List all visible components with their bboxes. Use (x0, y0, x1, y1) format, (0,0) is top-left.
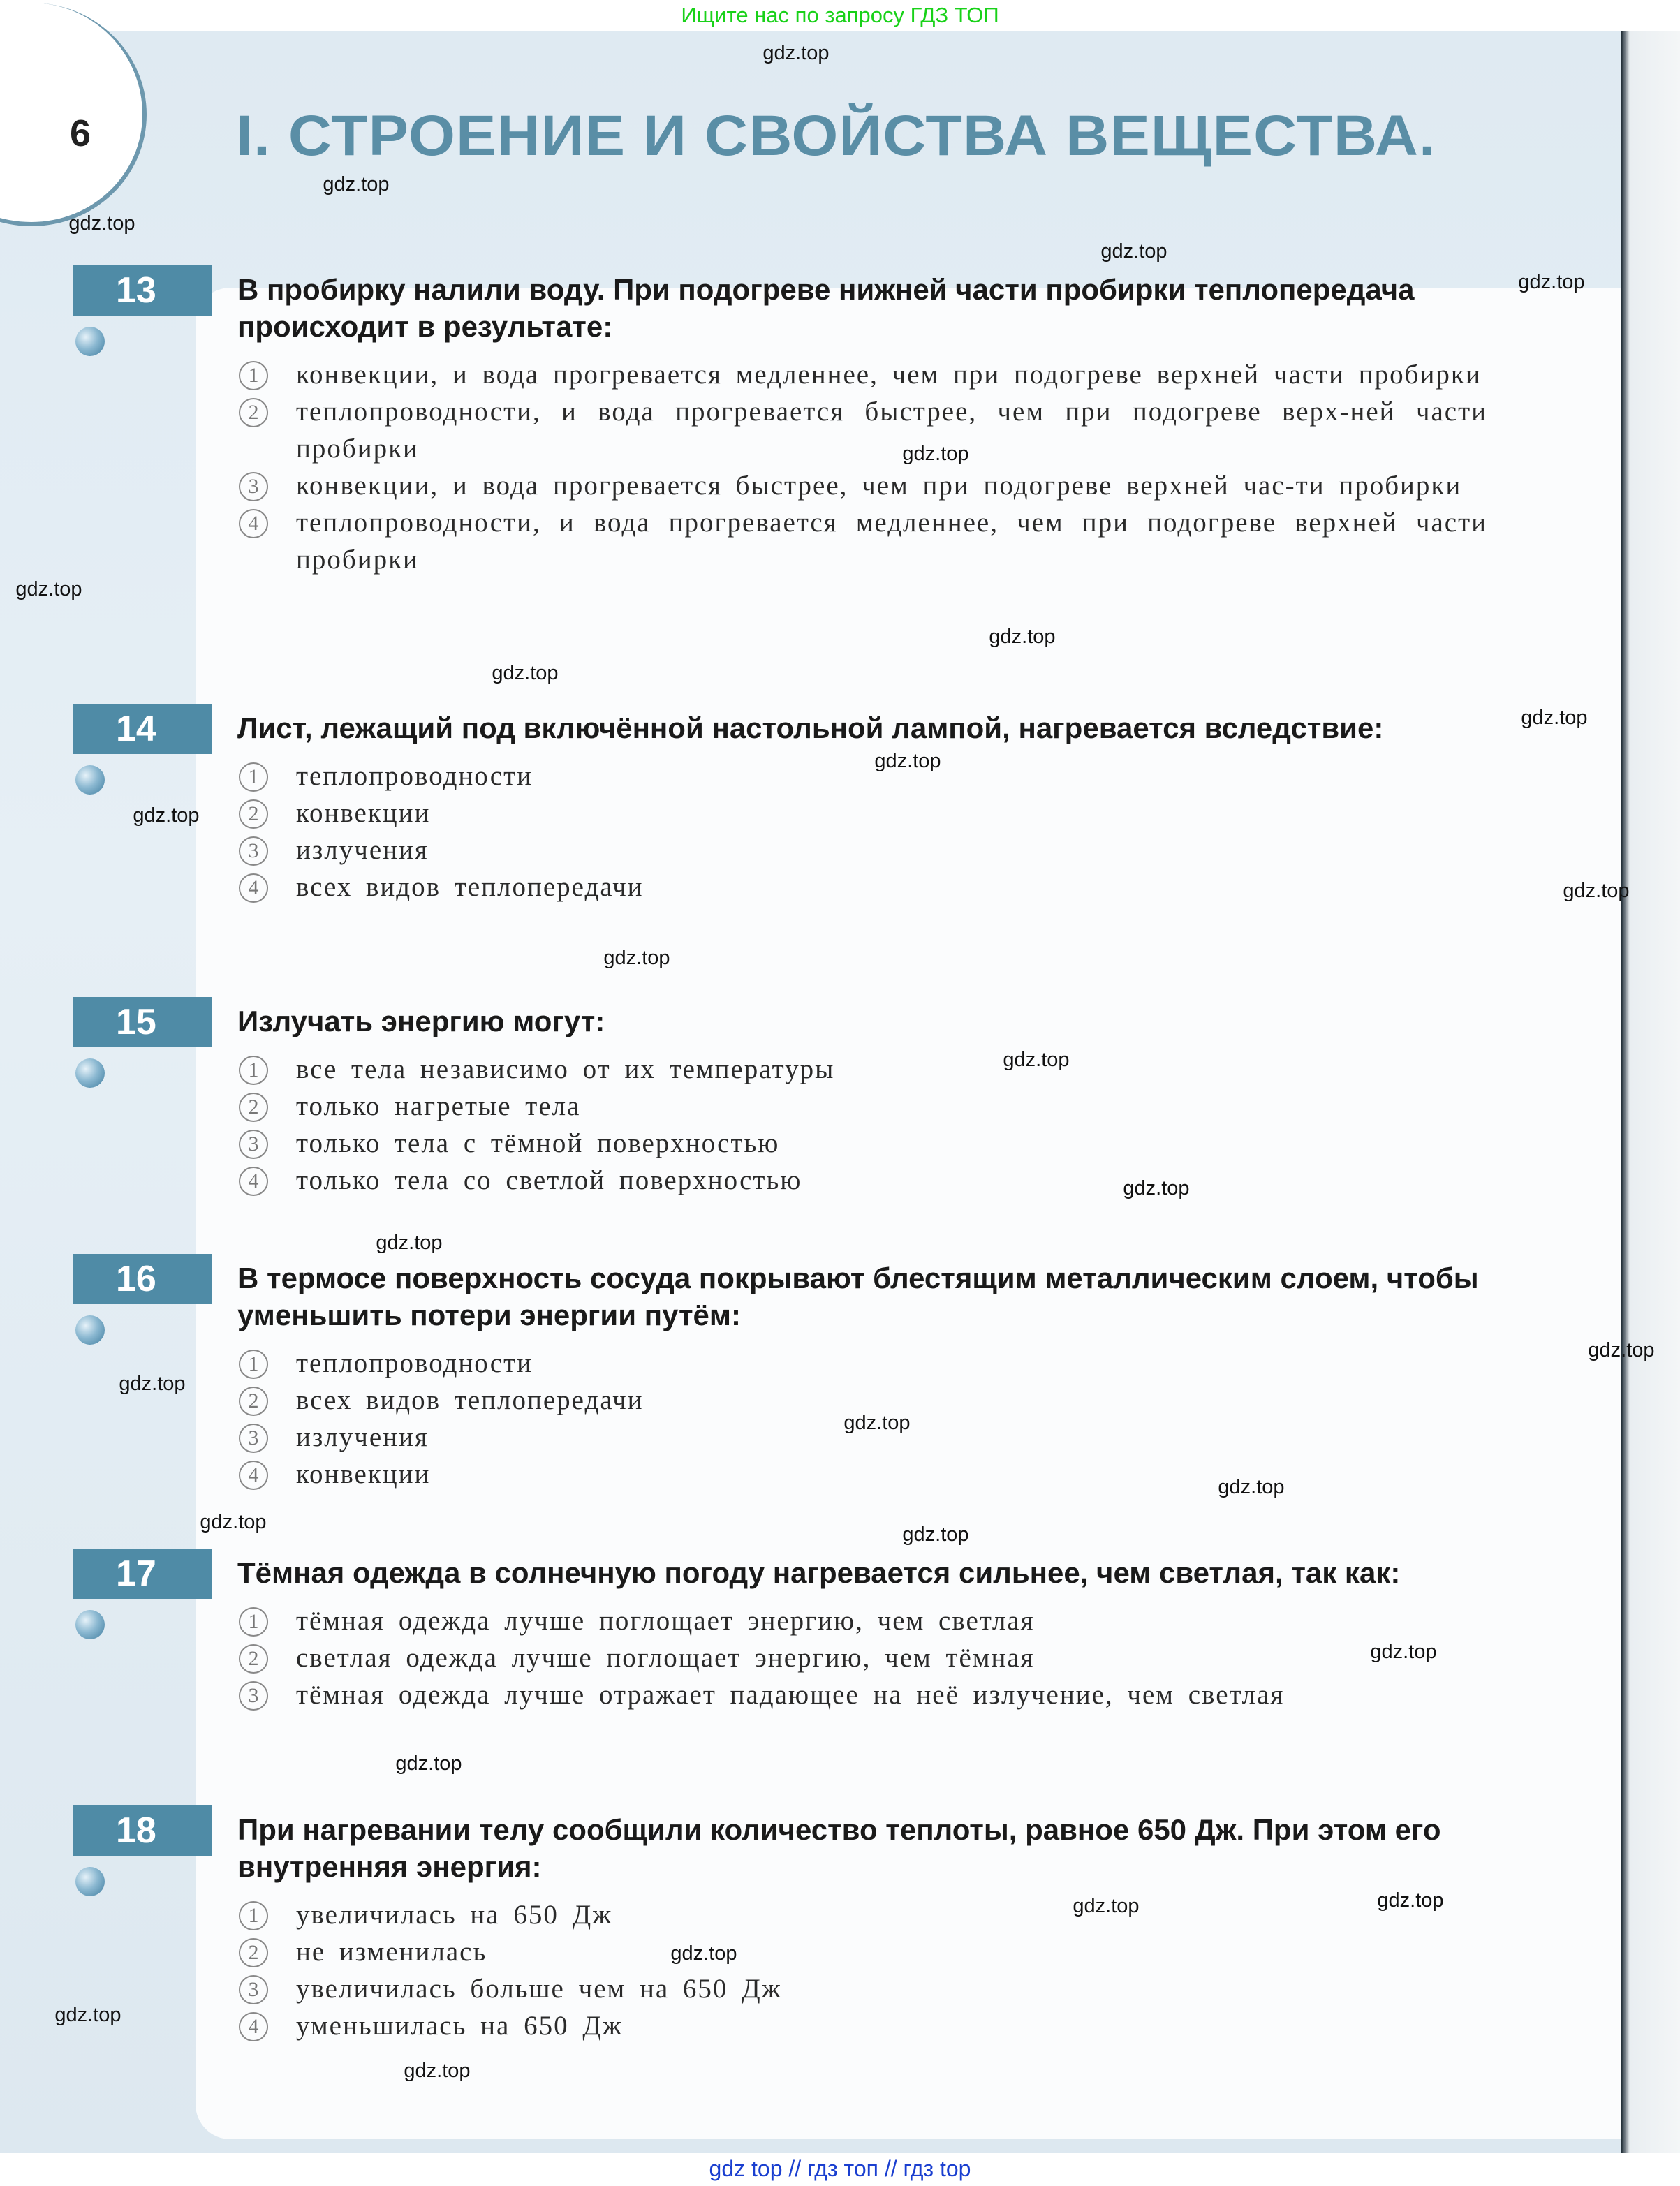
watermark: gdz.top (1588, 1339, 1655, 1361)
option-number-circle[interactable]: 2 (239, 799, 268, 829)
watermark: gdz.top (1377, 1889, 1444, 1912)
watermark: gdz.top (902, 1523, 969, 1546)
option-number-circle[interactable]: 2 (239, 1093, 268, 1122)
option-number-circle[interactable]: 2 (239, 398, 268, 427)
option-text: теплопроводности (296, 761, 533, 791)
watermark: gdz.top (492, 662, 559, 684)
watermark: gdz.top (1218, 1476, 1285, 1498)
answer-option[interactable] (237, 1051, 1487, 1088)
ball-icon (75, 1315, 105, 1345)
search-banner[interactable]: Ищите нас по запросу ГДЗ ТОП (681, 3, 999, 27)
option-number-circle[interactable]: 1 (239, 1901, 268, 1930)
answer-option[interactable] (237, 1639, 1487, 1676)
option-text: уменьшилась на 650 Дж (296, 2011, 623, 2041)
answer-option[interactable] (237, 1896, 1487, 1933)
option-text: излучения (296, 1422, 429, 1452)
answer-option[interactable] (237, 1970, 1487, 2007)
option-text: тёмная одежда лучше поглощает энергию, чем светлая (296, 1606, 1035, 1636)
option-text: теплопроводности, и вода прогревается медленнее, чем при подогреве верхней части пробирки (296, 508, 1487, 575)
option-text: светлая одежда лучше поглощает энергию, чем тёмная (296, 1643, 1035, 1673)
watermark: gdz.top (395, 1752, 462, 1775)
option-number-circle[interactable]: 2 (239, 1938, 268, 1967)
question-number-badge: 15 (73, 997, 212, 1047)
option-text: конвекции, и вода прогревается медленнее, чем при подогреве верхней части пробирки (296, 360, 1482, 390)
option-number-circle[interactable]: 2 (239, 1387, 268, 1416)
option-number-circle[interactable]: 3 (239, 472, 268, 501)
option-number-circle[interactable]: 1 (239, 1350, 268, 1379)
option-text: теплопроводности, и вода прогревается быстрее, чем при подогреве верх-ней части пробирки (296, 397, 1487, 464)
option-number-circle[interactable]: 1 (239, 1607, 268, 1637)
watermark: gdz.top (874, 750, 941, 772)
answer-option[interactable] (237, 758, 1487, 795)
option-text: только тела со светлой поверхностью (296, 1165, 802, 1195)
option-number-circle[interactable]: 3 (239, 1424, 268, 1453)
option-text: конвекции (296, 798, 431, 828)
answer-option[interactable] (237, 467, 1487, 504)
watermark: gdz.top (1521, 707, 1588, 729)
answer-option[interactable] (237, 504, 1487, 578)
option-text: теплопроводности (296, 1348, 533, 1378)
option-text: все тела независимо от их температуры (296, 1054, 835, 1084)
option-number-circle[interactable]: 4 (239, 509, 268, 538)
option-number-circle[interactable]: 3 (239, 836, 268, 866)
question-number-badge: 16 (73, 1254, 212, 1304)
answer-option[interactable] (237, 1602, 1487, 1639)
answer-option[interactable] (237, 1125, 1487, 1162)
answer-option[interactable] (237, 356, 1487, 393)
question-text: Тёмная одежда в солнечную погоду нагревается сильнее, чем светлая, так как: (237, 1556, 1401, 1589)
option-number-circle[interactable]: 3 (239, 1130, 268, 1159)
watermark: gdz.top (200, 1511, 267, 1533)
option-text: всех видов теплопередачи (296, 1385, 644, 1415)
watermark: gdz.top (1073, 1895, 1140, 1917)
watermark: gdz.top (54, 2004, 121, 2026)
answer-option[interactable] (237, 1088, 1487, 1125)
watermark: gdz.top (603, 947, 670, 969)
question-text: В пробирку налили воду. При подогреве нижней части пробирки теплопередача происходит в результате: (237, 273, 1415, 343)
watermark: gdz.top (133, 804, 200, 827)
option-number-circle[interactable]: 4 (239, 1167, 268, 1196)
option-text: увеличилась на 650 Дж (296, 1900, 613, 1930)
ball-icon (75, 1610, 105, 1639)
watermark: gdz.top (1518, 271, 1585, 293)
option-number-circle[interactable]: 3 (239, 1975, 268, 2004)
question-text: При нагревании телу сообщили количество теплоты, равное 650 Дж. При этом его внутренняя энергия: (237, 1813, 1441, 1883)
question-text: В термосе поверхность сосуда покрывают блестящим металлическим слоем, чтобы уменьшить потери энергии путём: (237, 1262, 1479, 1331)
option-number-circle[interactable]: 2 (239, 1644, 268, 1674)
watermark: gdz.top (1370, 1641, 1437, 1663)
watermark: gdz.top (989, 626, 1056, 648)
watermark: gdz.top (68, 212, 135, 235)
watermark: gdz.top (1123, 1177, 1190, 1199)
watermark: gdz.top (843, 1412, 911, 1434)
option-text: конвекции, и вода прогревается быстрее, чем при подогреве верхней час-ти пробирки (296, 471, 1462, 501)
ball-icon (75, 1867, 105, 1896)
watermark: gdz.top (902, 443, 969, 465)
answer-option[interactable] (237, 1345, 1487, 1382)
answer-option[interactable] (237, 869, 1487, 906)
option-text: излучения (296, 835, 429, 865)
ball-icon (75, 327, 105, 356)
chapter-title: I. СТРОЕНИЕ И СВОЙСТВА ВЕЩЕСТВА. (236, 104, 1436, 168)
option-number-circle[interactable]: 4 (239, 2012, 268, 2041)
watermark: gdz.top (323, 173, 390, 195)
watermark: gdz.top (670, 1942, 737, 1965)
answer-option[interactable] (237, 832, 1487, 869)
option-text: конвекции (296, 1459, 431, 1489)
question-number-badge: 18 (73, 1805, 212, 1856)
watermark: gdz.top (1563, 880, 1630, 902)
option-number-circle[interactable]: 4 (239, 1461, 268, 1490)
question-number-badge: 14 (73, 704, 212, 754)
option-number-circle[interactable]: 1 (239, 1056, 268, 1085)
footer-links[interactable]: gdz top // гдз топ // гдз top (709, 2156, 971, 2181)
ball-icon (75, 1058, 105, 1088)
question-number-badge: 17 (73, 1549, 212, 1599)
watermark: gdz.top (15, 578, 82, 600)
watermark: gdz.top (1003, 1049, 1070, 1071)
option-number-circle[interactable]: 1 (239, 361, 268, 390)
option-text: не изменилась (296, 1937, 487, 1967)
question-number-badge: 13 (73, 265, 212, 316)
watermark: gdz.top (119, 1373, 186, 1395)
watermark: gdz.top (762, 42, 830, 64)
option-text: увеличилась больше чем на 650 Дж (296, 1974, 782, 2004)
watermark: gdz.top (1100, 240, 1167, 263)
watermark: gdz.top (404, 2060, 471, 2082)
answer-option[interactable] (237, 1456, 1487, 1493)
option-text: тёмная одежда лучше отражает падающее на неё излучение, чем светлая (296, 1680, 1285, 1710)
option-text: всех видов теплопередачи (296, 872, 644, 902)
option-text: только нагретые тела (296, 1091, 581, 1121)
answer-option[interactable] (237, 2007, 1487, 2044)
page-fold (1621, 31, 1680, 2153)
watermark: gdz.top (376, 1232, 443, 1254)
question-text: Излучать энергию могут: (237, 1005, 605, 1037)
page-number: 6 (70, 112, 91, 154)
answer-option[interactable] (237, 1933, 1487, 1970)
answer-option[interactable] (237, 1676, 1487, 1713)
option-number-circle[interactable]: 1 (239, 762, 268, 792)
option-number-circle[interactable]: 4 (239, 873, 268, 903)
answer-option[interactable] (237, 1162, 1487, 1199)
question-text: Лист, лежащий под включённой настольной лампой, нагревается вследствие: (237, 711, 1384, 744)
option-number-circle[interactable]: 3 (239, 1681, 268, 1711)
ball-icon (75, 765, 105, 795)
answer-option[interactable] (237, 795, 1487, 832)
answer-option[interactable] (237, 393, 1487, 467)
option-text: только тела с тёмной поверхностью (296, 1128, 780, 1158)
